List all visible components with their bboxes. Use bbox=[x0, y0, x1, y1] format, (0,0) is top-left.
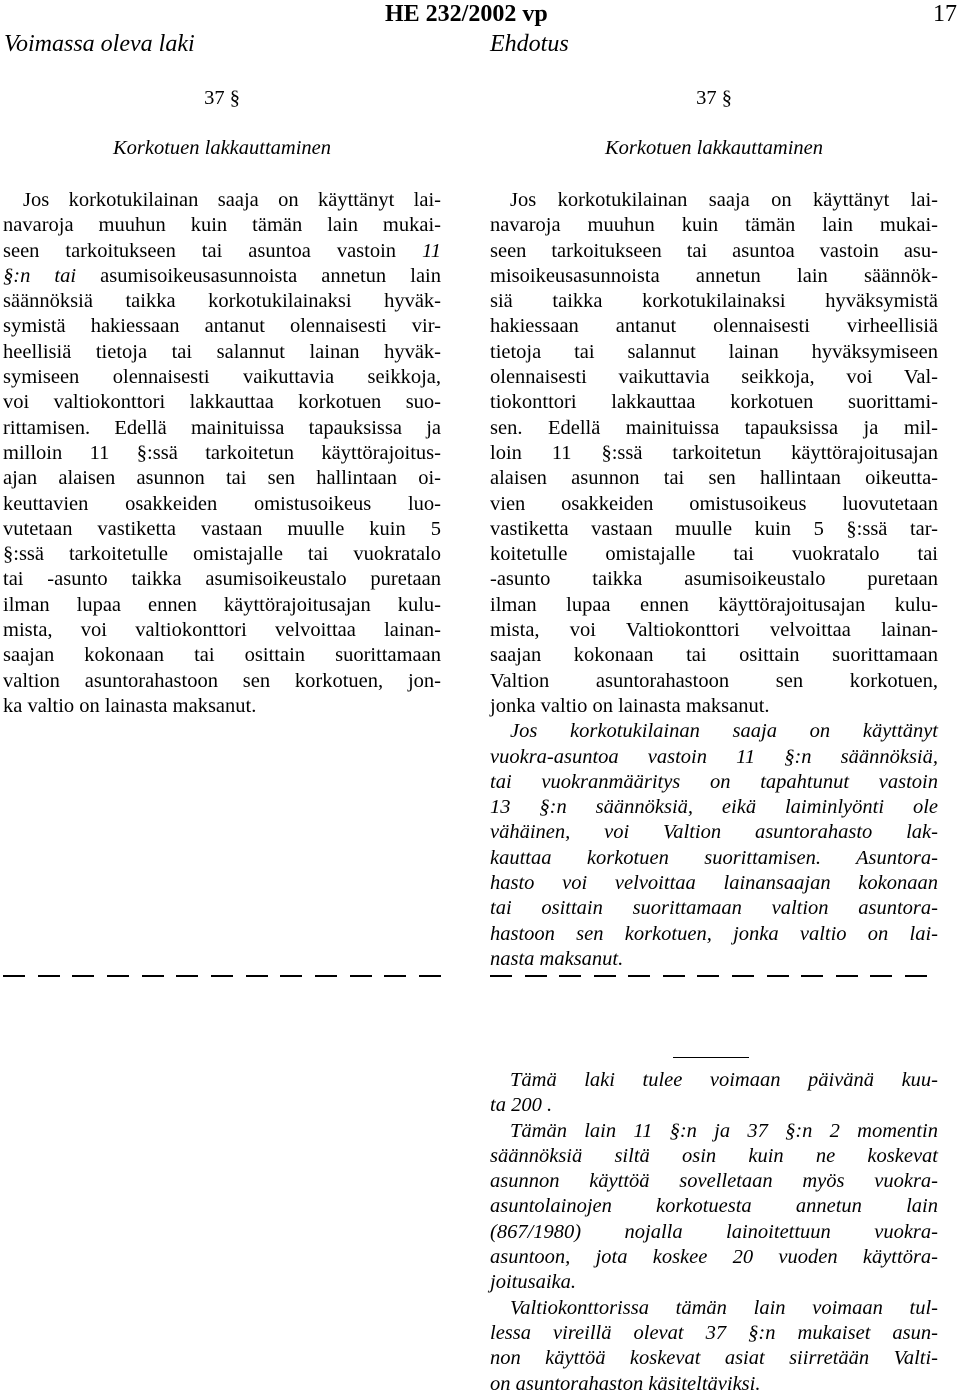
text-line: milloin 11 §:ssä tarkoitetun käyttörajoitus- bbox=[3, 441, 441, 464]
text-line: säännöksiä taikka korkotukilainaksi hyväk- bbox=[3, 290, 441, 313]
proposal-heading: Ehdotus bbox=[490, 31, 569, 57]
section-text bbox=[490, 188, 938, 972]
dash bbox=[628, 975, 650, 977]
dash bbox=[905, 975, 927, 977]
text-line: asuntoon, jota koskee 20 vuoden käyttöra- bbox=[490, 1246, 938, 1269]
text-line: heellisiä tietoja tai salannut lainan hyväk- bbox=[3, 340, 441, 363]
text-line: on asuntorahaston käsiteltäviksi. bbox=[490, 1372, 761, 1395]
text-line: hastoon sen korkotuen, jonka valtio on lai- bbox=[490, 922, 938, 945]
text-line: kauttaa korkotuen suorittamisen. Asuntora- bbox=[490, 846, 938, 869]
text-line: saajan kokonaan tai osittain suorittamaan bbox=[3, 644, 441, 667]
current-law-column bbox=[3, 84, 441, 719]
text-line: non käyttöä koskevat asiat siirretään Valti- bbox=[490, 1347, 938, 1370]
text-line: säännöksiä siltä osin kuin ne koskevat bbox=[490, 1144, 938, 1167]
text-line: tiokonttori lakkauttaa korkotuen suorittami- bbox=[490, 391, 938, 414]
dash bbox=[490, 975, 512, 977]
text-line: siä taikka korkotukilainaksi hyväksymistä bbox=[490, 290, 938, 313]
text-line: vähäinen, voi Valtion asuntorahasto lak- bbox=[490, 821, 938, 844]
text-line: seen tarkoitukseen tai asuntoa vastoin asu- bbox=[490, 239, 938, 262]
text-line: Tämä laki tulee voimaan päivänä kuu- bbox=[510, 1069, 938, 1091]
text-line: Valtiokonttorissa tämän lain voimaan tul- bbox=[510, 1296, 938, 1319]
text-line: ta 200 . bbox=[490, 1094, 553, 1117]
text-line: mista, voi Valtiokonttori velvoittaa lainan- bbox=[490, 619, 938, 642]
text-line: hakiessaan antanut olennaisesti virheellisiä bbox=[490, 315, 938, 338]
dash bbox=[350, 975, 372, 977]
text-line: tai vuokranmääritys on tapahtunut vastoin bbox=[490, 770, 938, 793]
text-line: Jos korkotukilainan saaja on käyttänyt lai- bbox=[23, 189, 441, 211]
dash bbox=[594, 975, 616, 977]
dash bbox=[72, 975, 94, 977]
text-line: Jos korkotukilainan saaja on käyttänyt bbox=[510, 720, 938, 743]
dash bbox=[280, 975, 302, 977]
text-line: keuttavien osakkeiden omistusoikeus luo- bbox=[3, 492, 441, 515]
text-line: koitetulle omistajalle tai vuokratalo tai bbox=[490, 543, 938, 566]
text-line: valtion asuntorahastoon sen korkotuen, jon- bbox=[3, 669, 441, 692]
text-line: Jos korkotukilainan saaja on käyttänyt lai- bbox=[510, 189, 938, 211]
dash bbox=[559, 975, 581, 977]
text-line: sen. Edellä mainituissa tapauksissa ja mil- bbox=[490, 416, 938, 439]
separator-rule bbox=[673, 1057, 749, 1058]
dash bbox=[801, 975, 823, 977]
omission-dash-line bbox=[3, 975, 441, 977]
proposal-column bbox=[490, 84, 938, 972]
section-number: 37 § bbox=[696, 87, 732, 109]
text-line: vuokra-asuntoa vastoin 11 §:n säännöksiä, bbox=[490, 745, 938, 768]
section-heading: Korkotuen lakkauttaminen bbox=[604, 137, 824, 159]
dash bbox=[732, 975, 754, 977]
dash bbox=[246, 975, 268, 977]
section-number: 37 § bbox=[204, 87, 240, 109]
dash bbox=[384, 975, 406, 977]
text-line: saajan kokonaan tai osittain suorittamaan bbox=[490, 644, 938, 667]
dash bbox=[525, 975, 547, 977]
text-line: rittamisen. Edellä mainituissa tapauksissa ja bbox=[3, 416, 441, 439]
document-title: HE 232/2002 vp bbox=[385, 1, 548, 27]
dash bbox=[315, 975, 337, 977]
text-line: vutetaan vastiketta vastaan muulle kuin 5 bbox=[3, 517, 441, 540]
dash bbox=[38, 975, 60, 977]
text-line: symiseen olennaisesti vaikuttavia seikkoja, bbox=[3, 366, 441, 389]
text-line: ka valtio on lainasta maksanut. bbox=[3, 694, 257, 717]
text-line: Valtion asuntorahastoon sen korkotuen, bbox=[490, 669, 938, 692]
dash bbox=[663, 975, 685, 977]
page-number: 17 bbox=[933, 1, 957, 27]
omission-dash-line bbox=[490, 975, 927, 977]
dash bbox=[836, 975, 858, 977]
current-law-heading: Voimassa oleva laki bbox=[4, 31, 195, 57]
text-line: vastiketta vastaan muulle kuin 5 §:ssä tar- bbox=[490, 517, 938, 540]
text-line: olennaisesti vaikuttavia seikkoja, voi Val- bbox=[490, 366, 938, 389]
text-line: joitusaika. bbox=[490, 1271, 576, 1294]
text-line: (867/1980) nojalla lainoitettuun vuokra- bbox=[490, 1220, 938, 1243]
dash bbox=[767, 975, 789, 977]
text-line: navaroja muuhun kuin tämän lain mukai- bbox=[3, 214, 441, 237]
text-line: navaroja muuhun kuin tämän lain mukai- bbox=[490, 214, 938, 237]
text-line: tai osittain suorittamaan valtion asuntora- bbox=[490, 897, 938, 920]
text-line: nasta maksanut. bbox=[490, 947, 624, 970]
dash bbox=[870, 975, 892, 977]
text-line: mista, voi valtiokonttori velvoittaa lainan- bbox=[3, 619, 441, 642]
text-line: ajan alaisen asunnon tai sen hallintaan oi- bbox=[3, 467, 441, 490]
text-line: §:n tai asumisoikeusasunnoista annetun lain bbox=[3, 264, 441, 287]
text-line: seen tarkoitukseen tai asuntoa vastoin 11 bbox=[3, 239, 441, 262]
dash bbox=[697, 975, 719, 977]
dash bbox=[176, 975, 198, 977]
text-line: asuntolainojen korkotuesta annetun lain bbox=[490, 1195, 938, 1218]
text-line: Tämän lain 11 §:n ja 37 §:n 2 momentin bbox=[510, 1119, 938, 1142]
text-line: misoikeusasunnoista annetun lain säännök- bbox=[490, 264, 938, 287]
dash bbox=[419, 975, 441, 977]
section-text bbox=[3, 188, 441, 719]
text-line: ilman lupaa ennen käyttörajoitusajan kulu- bbox=[490, 593, 938, 616]
text-line: hasto voi velvoittaa lainansaajan kokonaan bbox=[490, 872, 938, 895]
final-provisions bbox=[490, 1068, 938, 1397]
text-line: jonka valtio on lainasta maksanut. bbox=[490, 694, 770, 717]
text-line: -asunto taikka asumisoikeustalo puretaan bbox=[490, 568, 938, 591]
dash bbox=[211, 975, 233, 977]
text-line: 13 §:n säännöksiä, eikä laiminlyönti ole bbox=[490, 796, 938, 819]
text-line: voi valtiokonttori lakkauttaa korkotuen suo- bbox=[3, 391, 441, 414]
text-line: asunnon käyttöä sovelletaan myös vuokra- bbox=[490, 1170, 938, 1193]
text-line: §:ssä tarkoitetulle omistajalle tai vuokratalo bbox=[3, 543, 441, 566]
text-line: lessa vireillä olevat 37 §:n mukaiset asun- bbox=[490, 1321, 938, 1344]
dash bbox=[3, 975, 25, 977]
text-line: vien osakkeiden omistusoikeus luovutetaan bbox=[490, 492, 938, 515]
dash bbox=[142, 975, 164, 977]
text-line: tietoja tai salannut lainan hyväksymiseen bbox=[490, 340, 938, 363]
text-line: loin 11 §:ssä tarkoitetun käyttörajoitusajan bbox=[490, 441, 938, 464]
text-line: tai -asunto taikka asumisoikeustalo puretaan bbox=[3, 568, 441, 591]
dash bbox=[107, 975, 129, 977]
text-line: ilman lupaa ennen käyttörajoitusajan kulu- bbox=[3, 593, 441, 616]
text-line: alaisen asunnon tai sen hallintaan oikeutta- bbox=[490, 467, 938, 490]
section-heading: Korkotuen lakkauttaminen bbox=[112, 137, 332, 159]
text-line: symistä hakiessaan antanut olennaisesti vir- bbox=[3, 315, 441, 338]
